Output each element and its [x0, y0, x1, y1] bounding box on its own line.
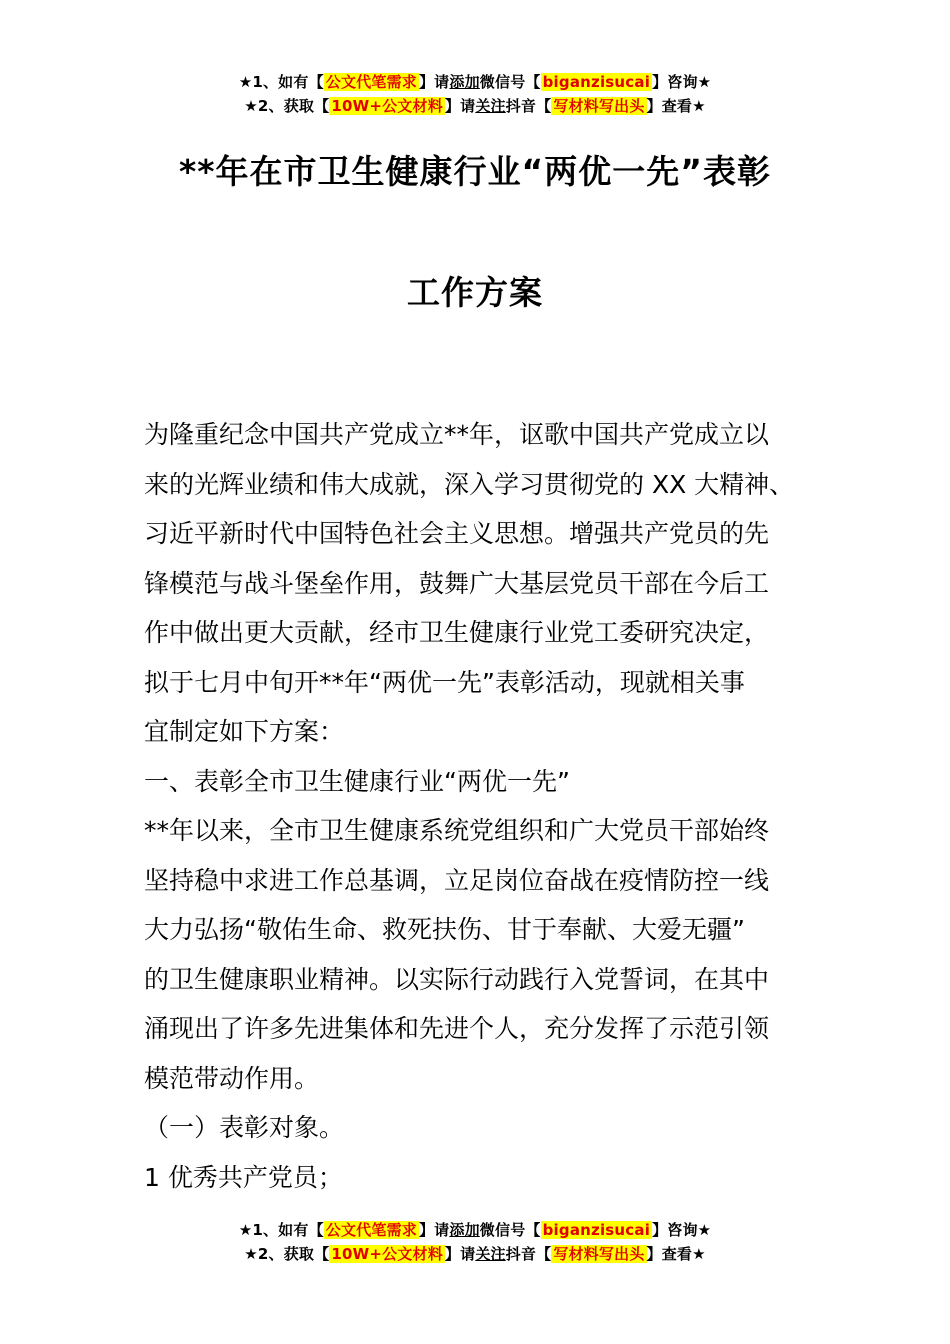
banner-text: 】咨询★: [652, 1221, 712, 1239]
banner-text: 】请: [444, 97, 476, 115]
document-body: [144, 410, 810, 1202]
banner-text: 】请: [418, 1221, 450, 1239]
body-line: 作中做出更大贡献，经市卫生健康行业党工委研究决定，: [144, 618, 770, 647]
banner-text: 】请: [418, 73, 450, 91]
underlined-text: 添加: [449, 73, 480, 91]
banner-text: 微信号【: [479, 73, 541, 91]
highlight-douyin-account: 写材料写出头: [553, 1245, 645, 1263]
bottom-banner: [0, 1218, 950, 1266]
banner-text: 微信号【: [479, 1221, 541, 1239]
banner-text: 】请: [444, 1245, 476, 1263]
banner-text: ★2、获取【: [244, 1245, 330, 1263]
highlight-materials: 10W+公文材料: [331, 1245, 443, 1263]
banner-text: 】查看★: [646, 97, 706, 115]
highlight-wechat-id: biganzisucai: [542, 73, 651, 91]
body-line: 坚持稳中求进工作总基调，立足岗位奋战在疫情防控一线: [144, 865, 770, 895]
body-line: 为隆重纪念中国共产党成立**年，讴歌中国共产党成立以: [144, 420, 770, 449]
highlight-service: 公文代笔需求: [325, 73, 417, 91]
banner-line-1: [0, 70, 950, 94]
body-line: 锋模范与战斗堡垒作用，鼓舞广大基层党员干部在今后工: [144, 568, 770, 598]
body-line: 涌现出了许多先进集体和先进个人，充分发挥了示范引领: [144, 1014, 770, 1043]
banner-text: 】查看★: [646, 1245, 706, 1263]
highlight-materials: 10W+公文材料: [331, 97, 443, 115]
banner-line-1: [0, 1218, 950, 1242]
document-title-line-1: **年在市卫生健康行业“两优一先”表彰: [179, 152, 771, 191]
banner-text: 抖音【: [505, 97, 552, 115]
document-title-line-2: 工作方案: [407, 273, 543, 312]
body-line: **年以来，全市卫生健康系统党组织和广大党员干部始终: [144, 816, 770, 845]
body-line: 来的光辉业绩和伟大成就，深入学习贯彻党的 XX 大精神、: [144, 469, 795, 499]
banner-text: ★2、获取【: [244, 97, 330, 115]
banner-text: 抖音【: [505, 1245, 552, 1263]
subsection-heading: （一）表彰对象。: [144, 1113, 345, 1142]
top-banner: [0, 70, 950, 118]
banner-text: 】咨询★: [652, 73, 712, 91]
highlight-wechat-id: biganzisucai: [542, 1221, 651, 1239]
section-heading: 一、表彰全市卫生健康行业“两优一先”: [144, 766, 570, 796]
body-line: 的卫生健康职业精神。以实际行动践行入党誓词，在其中: [144, 964, 770, 994]
body-line: 习近平新时代中国特色社会主义思想。增强共产党员的先: [144, 519, 770, 548]
highlight-douyin-account: 写材料写出头: [553, 97, 645, 115]
list-item: 1 优秀共产党员；: [144, 1162, 343, 1192]
underlined-text: 关注: [475, 1245, 506, 1263]
underlined-text: 添加: [449, 1221, 480, 1239]
banner-text: ★1、如有【: [238, 1221, 324, 1239]
banner-line-2: [0, 1242, 950, 1266]
body-line: 拟于七月中旬开**年“两优一先”表彰活动，现就相关事: [144, 667, 745, 697]
body-line: 模范带动作用。: [144, 1063, 320, 1093]
banner-line-2: [0, 94, 950, 118]
underlined-text: 关注: [475, 97, 506, 115]
body-line: 大力弘扬“敬佑生命、救死扶伤、甘于奉献、大爱无疆”: [144, 915, 745, 944]
body-line: 宜制定如下方案：: [144, 717, 345, 746]
highlight-service: 公文代笔需求: [325, 1221, 417, 1239]
banner-text: ★1、如有【: [238, 73, 324, 91]
